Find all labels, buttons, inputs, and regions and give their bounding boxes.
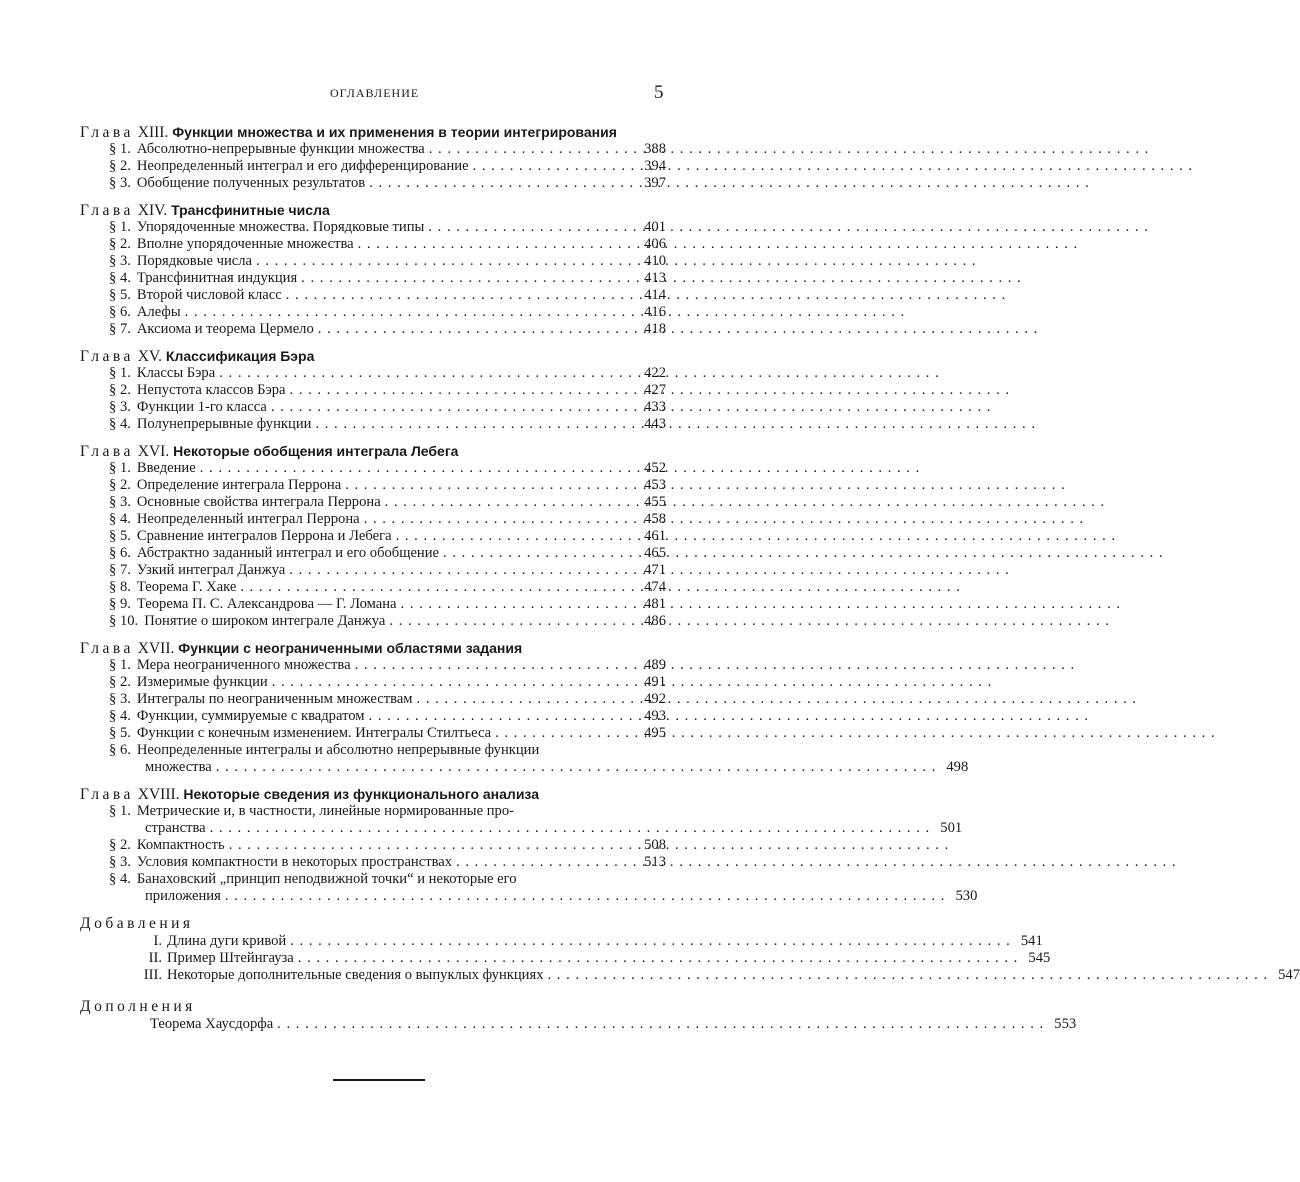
dot-leader (315, 416, 634, 433)
dot-leader (256, 253, 634, 270)
toc-entry (80, 494, 666, 511)
appendix-title: Длина дуги кривой (167, 933, 287, 949)
appendix-title: Пример Штейнгауза (167, 950, 294, 966)
toc-entry (80, 477, 666, 494)
toc-entry (80, 545, 666, 562)
section-number: § 2. (109, 674, 131, 690)
section-page: 427 (644, 382, 666, 398)
section-title: Определение интеграла Перрона (136, 477, 342, 493)
chapter-title: Функции с неограниченными областями задания (178, 640, 523, 656)
section-page: 501 (940, 820, 963, 836)
section-title: Порядковые числа (136, 253, 253, 269)
section-page: 414 (644, 287, 666, 303)
section-number: § 10. (109, 613, 139, 629)
chapter-heading (80, 202, 666, 219)
dot-leader (200, 460, 634, 477)
section-title: Неопределенные интегралы и абсолютно непрерывные функции (136, 742, 540, 758)
section-number: § 3. (109, 399, 131, 415)
chapter-heading (80, 348, 666, 365)
dot-leader (301, 270, 634, 287)
appendix-page: 547 (1278, 967, 1300, 983)
dot-leader (389, 613, 634, 630)
section-title: Абсолютно-непрерывные функции множества (136, 141, 425, 157)
section-page: 406 (644, 236, 666, 252)
chapter-title: Некоторые сведения из функционального анализа (183, 786, 539, 802)
section-page: 495 (644, 725, 666, 741)
chapter-label: Глава (80, 124, 134, 141)
toc-entry (80, 742, 969, 776)
appendix-title: Некоторые дополнительные сведения о выпуклых функциях (167, 967, 544, 983)
dot-leader (385, 494, 634, 511)
toc-entry (80, 803, 963, 837)
section-title: Обобщение полученных результатов (136, 175, 366, 191)
appendix-page: 545 (1028, 950, 1051, 966)
toc-entry (80, 579, 666, 596)
chapter-number: XVII. (137, 640, 175, 657)
section-number: § 2. (109, 477, 131, 493)
section-page: 513 (644, 854, 666, 870)
section-page: 461 (644, 528, 666, 544)
section-number: § 4. (109, 871, 131, 887)
toc-entry (80, 253, 666, 270)
running-title: ОГЛАВЛЕНИЕ (330, 86, 420, 100)
chapter-heading (80, 124, 666, 141)
dot-leader (271, 399, 634, 416)
appendix-entry (80, 950, 1051, 967)
section-page: 530 (955, 888, 978, 904)
appendix-page: 541 (1020, 933, 1043, 949)
chapter-number: XVIII. (137, 786, 180, 803)
dot-leader (369, 708, 634, 725)
section-number: § 3. (109, 253, 131, 269)
toc-entry (80, 399, 666, 416)
section-title: Введение (136, 460, 196, 476)
section-title: Теорема П. С. Александрова — Г. Ломана (136, 596, 397, 612)
dot-leader (443, 545, 634, 562)
dot-leader (364, 511, 634, 528)
section-number: § 3. (109, 854, 131, 870)
section-number: § 4. (109, 511, 131, 527)
section-number: § 4. (109, 270, 131, 286)
dot-leader (216, 759, 937, 776)
dot-leader (456, 854, 634, 871)
section-title: Измеримые функции (136, 674, 268, 690)
chapter-block (80, 443, 666, 630)
toc-entry (80, 460, 666, 477)
section-page: 492 (644, 691, 666, 707)
dot-leader (290, 382, 634, 399)
section-page: 388 (644, 141, 666, 157)
section-title: Сравнение интегралов Перрона и Лебега (136, 528, 392, 544)
dot-leader (219, 365, 634, 382)
appendices-heading: Добавления (80, 915, 194, 932)
supplement-entry (80, 1016, 1077, 1033)
chapter-label: Глава (80, 348, 134, 365)
section-page: 401 (644, 219, 666, 235)
section-title: Неопределенный интеграл Перрона (136, 511, 360, 527)
toc-entry (80, 158, 666, 175)
section-number: § 6. (109, 304, 131, 320)
dot-leader (277, 1016, 1044, 1033)
chapter-label: Глава (80, 443, 134, 460)
toc-entry (80, 304, 666, 321)
toc-entry (80, 287, 666, 304)
toc-entry (80, 674, 666, 691)
dot-leader (229, 837, 634, 854)
section-number: § 3. (109, 175, 131, 191)
chapter-number: XVI. (137, 443, 170, 460)
section-title-continued: множества (145, 759, 212, 775)
section-page: 433 (644, 399, 666, 415)
section-number: § 6. (109, 742, 131, 758)
section-title: Второй числовой класс (136, 287, 282, 303)
section-page: 508 (644, 837, 666, 853)
section-title: Банаховский „принцип неподвижной точки“ и некоторые его (136, 871, 517, 887)
dot-leader (473, 158, 634, 175)
appendix-entry (80, 933, 1043, 950)
dot-leader (355, 657, 634, 674)
supplement-page: 553 (1054, 1016, 1077, 1032)
dot-leader (290, 933, 1011, 950)
section-page: 452 (644, 460, 666, 476)
section-number: § 8. (109, 579, 131, 595)
section-title: Неопределенный интеграл и его дифференцирование (136, 158, 469, 174)
section-page: 471 (644, 562, 666, 578)
dot-leader (396, 528, 634, 545)
closing-rule (333, 1079, 425, 1081)
section-number: § 2. (109, 382, 131, 398)
section-title: Метрические и, в частности, линейные нормированные про- (136, 803, 514, 819)
appendix-number: II. (148, 950, 162, 966)
section-title: Функции, суммируемые с квадратом (136, 708, 365, 724)
section-page: 397 (644, 175, 666, 191)
section-number: § 9. (109, 596, 131, 612)
section-number: § 7. (109, 321, 131, 337)
section-title: Функции с конечным изменением. Интегралы Стилтьеса (136, 725, 492, 741)
section-title: Мера неограниченного множества (136, 657, 351, 673)
section-number: § 1. (109, 657, 131, 673)
section-title: Непустота классов Бэра (136, 382, 286, 398)
toc-entry (80, 562, 666, 579)
section-number: § 4. (109, 416, 131, 432)
table-of-contents (80, 124, 1300, 1033)
supplements-heading: Дополнения (80, 998, 196, 1015)
chapter-label: Глава (80, 640, 134, 657)
section-title: Интегралы по неограниченным множествам (136, 691, 413, 707)
section-title: Компактность (136, 837, 225, 853)
supplement-title: Теорема Хаусдорфа (150, 1016, 274, 1032)
toc-entry (80, 871, 978, 905)
dot-leader (369, 175, 634, 192)
section-title: Классы Бэра (136, 365, 216, 381)
section-title: Теорема Г. Хаке (136, 579, 237, 595)
section-page: 493 (644, 708, 666, 724)
toc-entry (80, 854, 666, 871)
dot-leader (286, 287, 634, 304)
section-number: § 3. (109, 691, 131, 707)
chapter-number: XIV. (137, 202, 168, 219)
chapter-number: XV. (137, 348, 163, 365)
chapter-label: Глава (80, 786, 134, 803)
dot-leader (358, 236, 634, 253)
section-title: Упорядоченные множества. Порядковые типы (136, 219, 425, 235)
section-title: Полунепрерывные функции (136, 416, 312, 432)
section-number: § 2. (109, 236, 131, 252)
section-number: § 5. (109, 287, 131, 303)
toc-entry (80, 691, 666, 708)
section-page: 394 (644, 158, 666, 174)
chapter-block (80, 124, 666, 192)
section-page: 491 (644, 674, 666, 690)
dot-leader (318, 321, 634, 338)
dot-leader (240, 579, 634, 596)
section-title: Абстрактно заданный интеграл и его обобщение (136, 545, 440, 561)
section-title: Условия компактности в некоторых пространствах (136, 854, 453, 870)
toc-entry (80, 725, 666, 742)
section-title-continued: приложения (145, 888, 221, 904)
section-number: § 6. (109, 545, 131, 561)
toc-entry (80, 270, 666, 287)
dot-leader (429, 141, 634, 158)
chapter-title: Функции множества и их применения в теории интегрирования (172, 124, 617, 140)
section-page: 465 (644, 545, 666, 561)
section-page: 486 (644, 613, 666, 629)
section-number: § 1. (109, 219, 131, 235)
dot-leader (401, 596, 634, 613)
section-number: § 5. (109, 528, 131, 544)
section-title: Трансфинитная индукция (136, 270, 298, 286)
dot-leader (345, 477, 634, 494)
toc-entry (80, 219, 666, 236)
section-page: 458 (644, 511, 666, 527)
section-title: Вполне упорядоченные множества (136, 236, 354, 252)
section-number: § 1. (109, 365, 131, 381)
section-title: Алефы (136, 304, 181, 320)
dot-leader (548, 967, 1269, 984)
section-page: 481 (644, 596, 666, 612)
dot-leader (185, 304, 634, 321)
dot-leader (428, 219, 634, 236)
section-title: Узкий интеграл Данжуа (136, 562, 286, 578)
section-title-continued: странства (145, 820, 206, 836)
toc-entry (80, 321, 666, 338)
chapter-heading (80, 786, 666, 803)
section-number: § 7. (109, 562, 131, 578)
toc-entry (80, 236, 666, 253)
section-page: 489 (644, 657, 666, 673)
appendix-entry (80, 967, 1300, 984)
chapter-title: Некоторые обобщения интеграла Лебега (173, 443, 459, 459)
chapter-block (80, 640, 969, 776)
chapter-block (80, 202, 666, 338)
section-page: 453 (644, 477, 666, 493)
dot-leader (289, 562, 634, 579)
toc-entry (80, 596, 666, 613)
section-title: Аксиома и теорема Цермело (136, 321, 314, 337)
appendices-block (80, 915, 1300, 984)
toc-entry (80, 382, 666, 399)
toc-entry (80, 175, 666, 192)
section-number: § 2. (109, 158, 131, 174)
toc-entry (80, 708, 666, 725)
section-page: 422 (644, 365, 666, 381)
section-page: 455 (644, 494, 666, 510)
dot-leader (272, 674, 634, 691)
toc-entry (80, 416, 666, 433)
section-number: § 1. (109, 803, 131, 819)
chapter-block (80, 786, 978, 905)
dot-leader (298, 950, 1019, 967)
appendix-number: III. (143, 967, 162, 983)
appendix-number: I. (153, 933, 162, 949)
section-number: § 1. (109, 141, 131, 157)
section-title: Понятие о широком интеграле Данжуа (144, 613, 386, 629)
chapter-label: Глава (80, 202, 134, 219)
toc-entry (80, 528, 666, 545)
chapter-heading (80, 640, 666, 657)
section-page: 410 (644, 253, 666, 269)
toc-entry (80, 511, 666, 528)
section-number: § 3. (109, 494, 131, 510)
chapter-title: Классификация Бэра (165, 348, 315, 364)
toc-entry (80, 837, 666, 854)
dot-leader (210, 820, 931, 837)
section-number: § 4. (109, 708, 131, 724)
dot-leader (225, 888, 946, 905)
section-page: 498 (946, 759, 969, 775)
chapter-number: XIII. (137, 124, 169, 141)
section-page: 474 (644, 579, 666, 595)
section-page: 443 (644, 416, 666, 432)
page-number: 5 (654, 82, 664, 103)
chapter-title: Трансфинитные числа (171, 202, 330, 218)
toc-entry (80, 613, 666, 630)
section-title: Основные свойства интеграла Перрона (136, 494, 381, 510)
section-number: § 5. (109, 725, 131, 741)
section-number: § 1. (109, 460, 131, 476)
dot-leader (417, 691, 634, 708)
section-title: Функции 1-го класса (136, 399, 267, 415)
chapter-heading (80, 443, 666, 460)
toc-entry (80, 141, 666, 158)
section-page: 416 (644, 304, 666, 320)
section-page: 418 (644, 321, 666, 337)
section-page: 413 (644, 270, 666, 286)
section-number: § 2. (109, 837, 131, 853)
toc-entry (80, 365, 666, 382)
toc-entry (80, 657, 666, 674)
dot-leader (495, 725, 634, 742)
chapter-block (80, 348, 666, 433)
supplements-block (80, 998, 1077, 1033)
